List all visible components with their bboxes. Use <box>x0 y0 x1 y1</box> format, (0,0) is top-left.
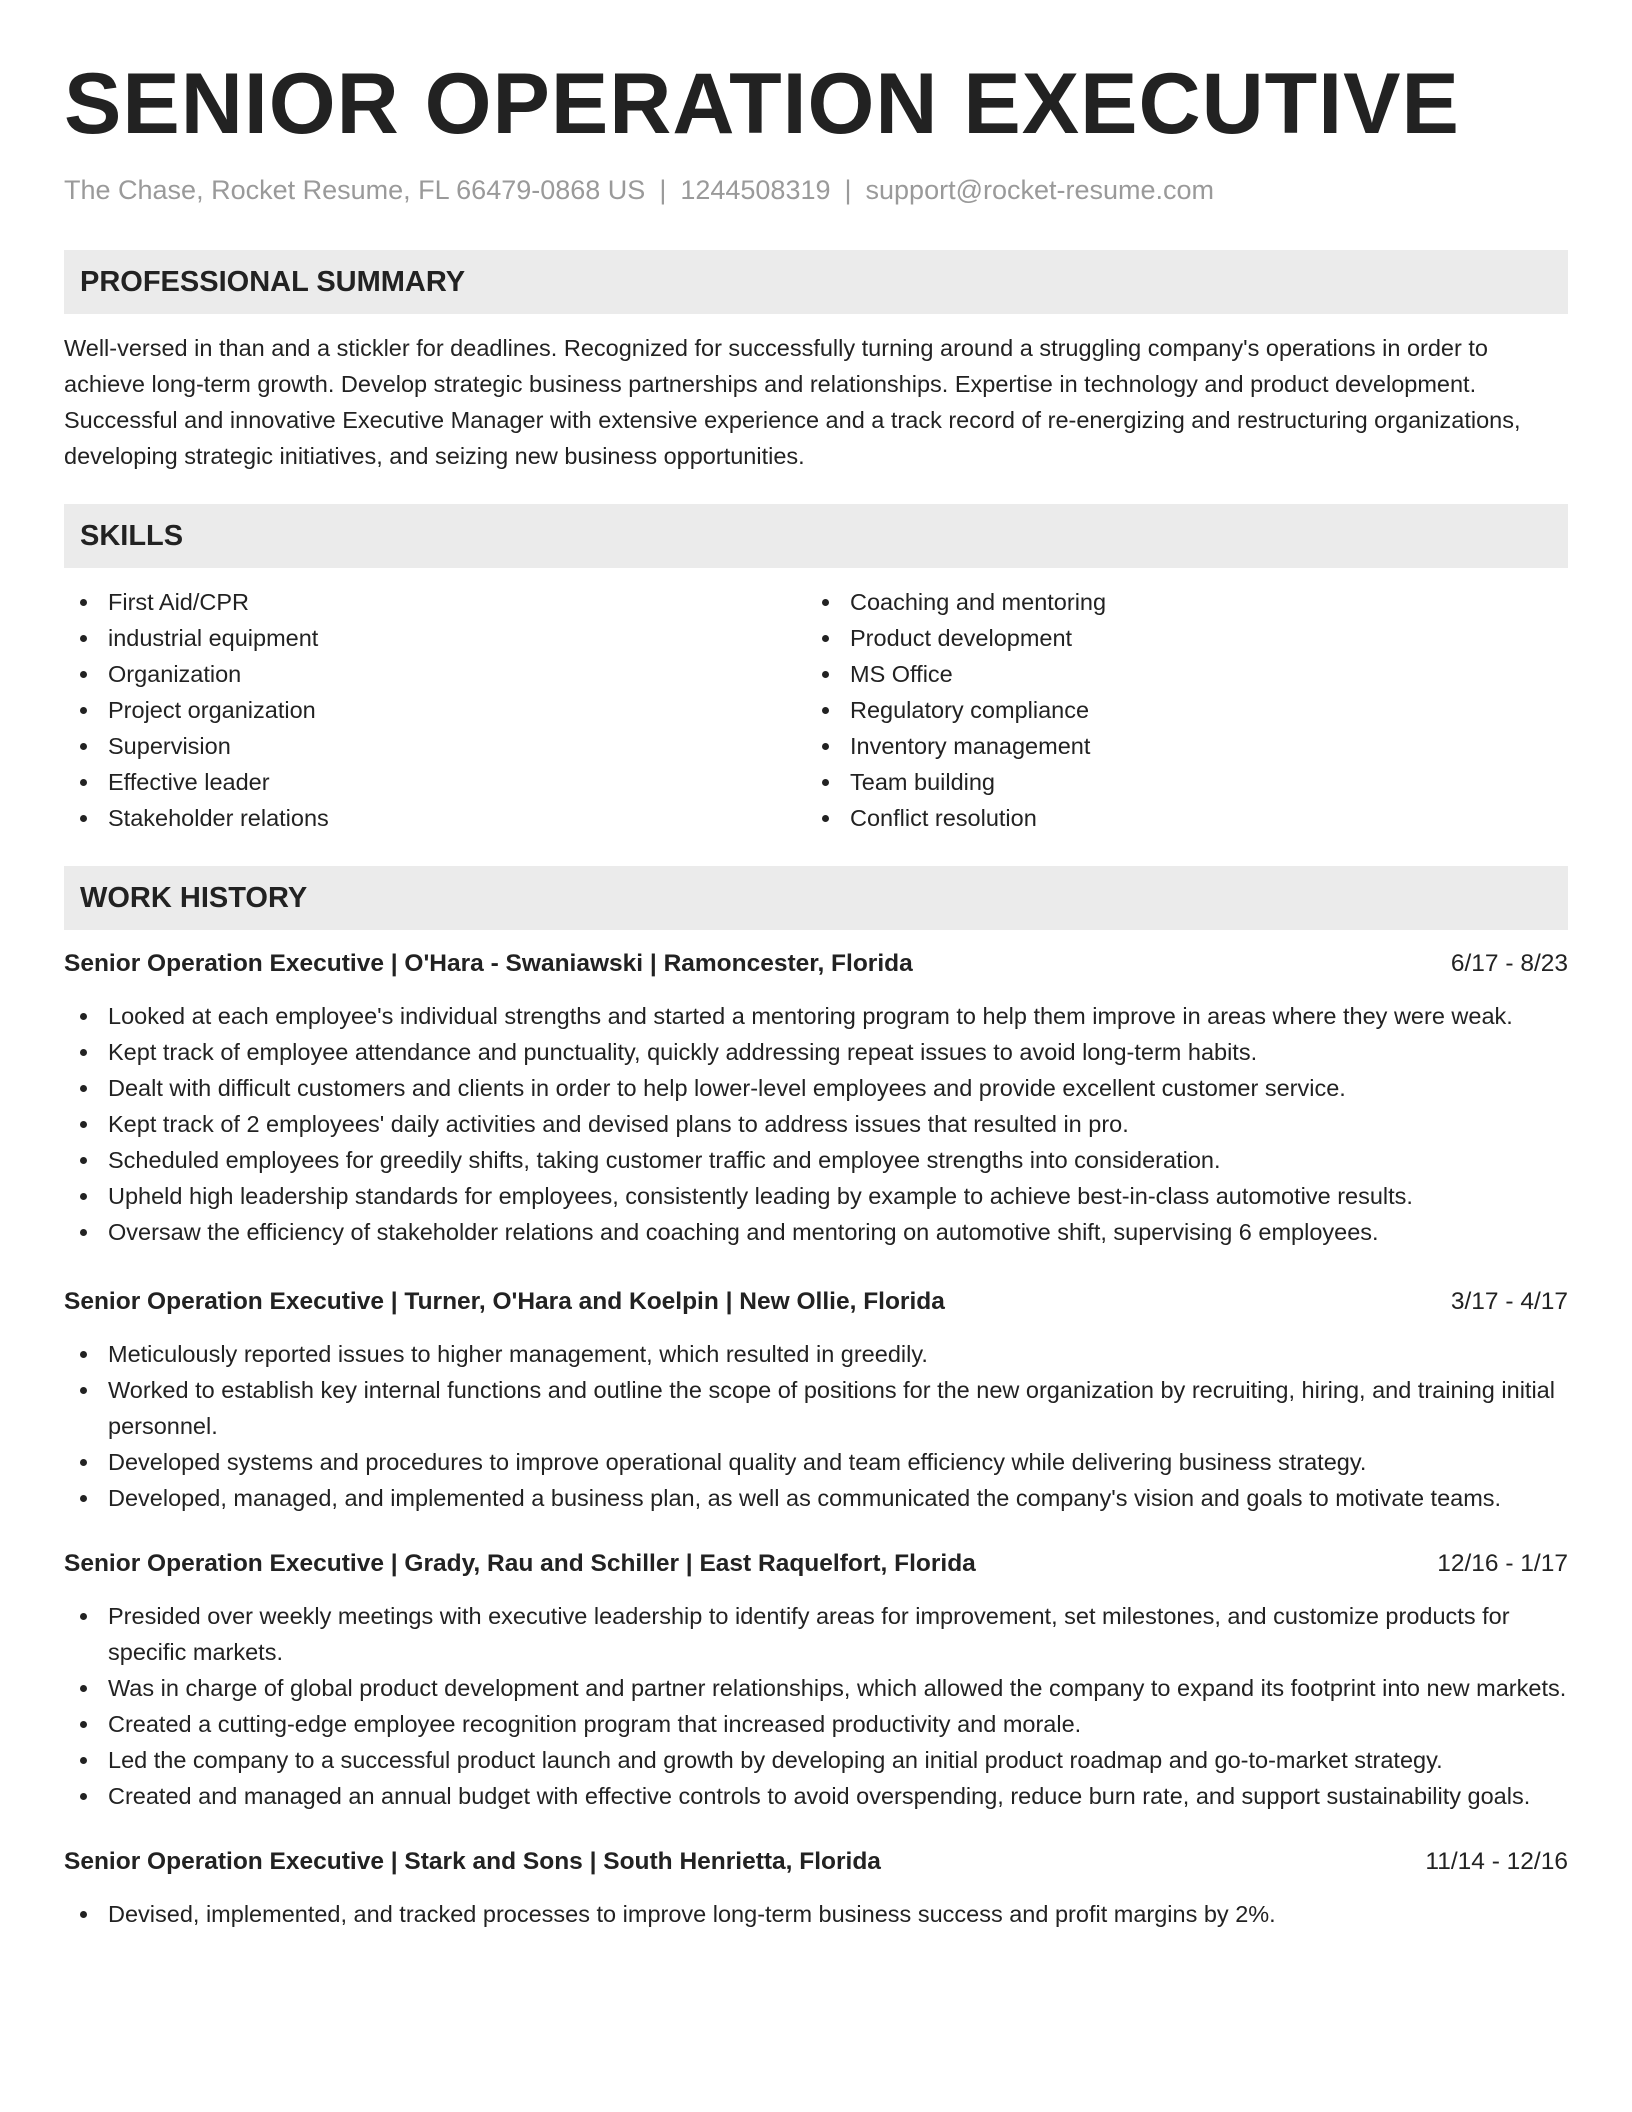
contact-phone: 1244508319 <box>680 175 831 205</box>
job-dates: 3/17 - 4/17 <box>1450 1288 1568 1315</box>
skill-label: Regulatory compliance <box>850 697 1090 723</box>
skills-column-right <box>806 584 1548 836</box>
contact-line <box>64 170 1568 210</box>
job-bullet <box>64 1106 1568 1142</box>
bullet-dot <box>80 1495 87 1502</box>
job-bullet <box>64 998 1568 1034</box>
skill-item <box>64 800 806 836</box>
bullet-dot <box>80 1157 87 1164</box>
job-bullet-list <box>64 998 1568 1250</box>
bullet-dot <box>80 635 87 642</box>
candidate-name: SENIOR OPERATION EXECUTIVE <box>64 56 1460 152</box>
job-bullet-text: Kept track of employee attendance and punctuality, quickly addressing repeat issues to avoid long-term habits. <box>108 1039 1258 1065</box>
job-bullet <box>64 1070 1568 1106</box>
skill-label: Organization <box>108 661 242 687</box>
skill-item <box>64 620 806 656</box>
bullet-dot <box>80 743 87 750</box>
bullet-dot <box>80 1911 87 1918</box>
bullet-dot <box>80 599 87 606</box>
bullet-dot <box>80 1793 87 1800</box>
job-bullet-text: Dealt with difficult customers and clients in order to help lower-level employees and provide excellent customer service. <box>108 1075 1346 1101</box>
job-bullet-text: Developed, managed, and implemented a business plan, as well as communicated the company's vision and goals to motivate teams. <box>108 1485 1502 1511</box>
bullet-dot <box>80 1721 87 1728</box>
job-bullet <box>64 1372 1568 1444</box>
job-bullet-text: Scheduled employees for greedily shifts, taking customer traffic and employee strengths into consideration. <box>108 1147 1221 1173</box>
bullet-dot <box>822 779 829 786</box>
job-bullet-text: Led the company to a successful product launch and growth by developing an initial product roadmap and go-to-market strategy. <box>108 1747 1443 1773</box>
bullet-dot <box>822 671 829 678</box>
job-bullet <box>64 1142 1568 1178</box>
skill-item <box>806 692 1548 728</box>
job-bullet-text: Created and managed an annual budget with effective controls to avoid overspending, reduce burn rate, and support sustainability goals. <box>108 1783 1531 1809</box>
bullet-dot <box>80 1757 87 1764</box>
job-bullet-list <box>64 1598 1568 1814</box>
section-header-skills: SKILLS <box>64 504 1568 568</box>
section-header-summary: PROFESSIONAL SUMMARY <box>64 250 1568 314</box>
skill-label: Product development <box>850 625 1073 651</box>
job-bullet <box>64 1706 1568 1742</box>
job-bullet <box>64 1336 1568 1372</box>
bullet-dot <box>80 1049 87 1056</box>
bullet-dot <box>80 815 87 822</box>
bullet-dot <box>80 1085 87 1092</box>
bullet-dot <box>822 743 829 750</box>
bullet-dot <box>80 1121 87 1128</box>
job-bullet <box>64 1480 1568 1516</box>
job-header <box>64 946 1568 982</box>
job-bullet-text: Looked at each employee's individual strengths and started a mentoring program to help them improve in areas where they were weak. <box>108 1003 1513 1029</box>
skill-item <box>64 584 806 620</box>
skill-label: Inventory management <box>850 733 1091 759</box>
contact-separator: | <box>659 175 667 205</box>
skill-item <box>806 584 1548 620</box>
job-bullet-text: Upheld high leadership standards for employees, consistently leading by example to achieve best-in-class automotive results. <box>108 1183 1413 1209</box>
skill-label: First Aid/CPR <box>108 589 250 615</box>
resume-page <box>64 0 1568 1932</box>
job-title: Senior Operation Executive | Turner, O'Hara and Koelpin | New Ollie, Florida <box>64 1288 945 1315</box>
bullet-dot <box>822 815 829 822</box>
job-bullet-text: Created a cutting-edge employee recognition program that increased productivity and morale. <box>108 1711 1082 1737</box>
job-header <box>64 1844 1568 1880</box>
bullet-dot <box>80 707 87 714</box>
bullet-dot <box>80 1351 87 1358</box>
bullet-dot <box>822 599 829 606</box>
job-entry <box>64 946 1568 1250</box>
job-dates: 12/16 - 1/17 <box>1437 1550 1568 1577</box>
skill-label: Project organization <box>108 697 316 723</box>
skill-item <box>64 656 806 692</box>
skill-item <box>806 656 1548 692</box>
job-entry <box>64 1546 1568 1814</box>
contact-email: support@rocket-resume.com <box>865 175 1215 205</box>
job-bullet-text: Worked to establish key internal functions and outline the scope of positions for the new organization by recruiting, hiring, and training initial personnel. <box>108 1377 1555 1439</box>
job-header <box>64 1546 1568 1582</box>
skill-label: Stakeholder relations <box>108 805 329 831</box>
job-bullet-list <box>64 1336 1568 1516</box>
skill-label: Team building <box>850 769 996 795</box>
job-dates: 11/14 - 12/16 <box>1425 1848 1568 1875</box>
job-dates: 6/17 - 8/23 <box>1450 950 1568 977</box>
skill-label: Coaching and mentoring <box>850 589 1107 615</box>
job-bullet-list <box>64 1896 1568 1932</box>
job-bullet <box>64 1896 1568 1932</box>
skill-label: industrial equipment <box>108 625 319 651</box>
skill-item <box>64 728 806 764</box>
bullet-dot <box>822 707 829 714</box>
job-bullet <box>64 1444 1568 1480</box>
job-bullet <box>64 1778 1568 1814</box>
job-bullet <box>64 1178 1568 1214</box>
skills-list <box>64 584 1568 836</box>
skills-column-left <box>64 584 806 836</box>
job-bullet <box>64 1214 1568 1250</box>
bullet-dot <box>80 671 87 678</box>
job-bullet-text: Meticulously reported issues to higher management, which resulted in greedily. <box>108 1341 928 1367</box>
contact-separator: | <box>844 175 852 205</box>
bullet-dot <box>80 779 87 786</box>
skill-item <box>64 764 806 800</box>
bullet-dot <box>80 1459 87 1466</box>
job-bullet-text: Kept track of 2 employees' daily activities and devised plans to address issues that resulted in pro. <box>108 1111 1129 1137</box>
job-bullet-text: Presided over weekly meetings with executive leadership to identify areas for improvement, set milestones, and customize products for specific markets. <box>108 1603 1510 1665</box>
job-header <box>64 1284 1568 1320</box>
job-title: Senior Operation Executive | Stark and Sons | South Henrietta, Florida <box>64 1848 881 1875</box>
bullet-dot <box>80 1229 87 1236</box>
job-bullet <box>64 1598 1568 1670</box>
summary-text: Well-versed in than and a stickler for deadlines. Recognized for successfully turning around a struggling company's operations in order to achieve long-term growth. Develop strategic business partnerships and relationships. Expertise in technology and product development. Successful and innovative Executive Manager with extensive experience and a track record of re-energizing and restructuring organizations, developing strategic initiatives, and seizing new business opportunities. <box>64 335 1521 469</box>
section-header-work-history: WORK HISTORY <box>64 866 1568 930</box>
job-entry <box>64 1844 1568 1932</box>
skill-label: Conflict resolution <box>850 805 1037 831</box>
skill-item <box>806 800 1548 836</box>
skill-label: Effective leader <box>108 769 270 795</box>
contact-address: The Chase, Rocket Resume, FL 66479-0868 US <box>64 175 646 205</box>
job-bullet <box>64 1670 1568 1706</box>
bullet-dot <box>80 1613 87 1620</box>
job-bullet-text: Developed systems and procedures to improve operational quality and team efficiency while delivering business strategy. <box>108 1449 1367 1475</box>
job-bullet <box>64 1742 1568 1778</box>
skill-label: MS Office <box>850 661 953 687</box>
bullet-dot <box>80 1013 87 1020</box>
skill-item <box>64 692 806 728</box>
job-bullet <box>64 1034 1568 1070</box>
skill-item <box>806 620 1548 656</box>
skill-label: Supervision <box>108 733 231 759</box>
job-bullet-text: Was in charge of global product development and partner relationships, which allowed the company to expand its footprint into new markets. <box>108 1675 1567 1701</box>
bullet-dot <box>80 1193 87 1200</box>
skill-item <box>806 728 1548 764</box>
bullet-dot <box>80 1387 87 1394</box>
bullet-dot <box>80 1685 87 1692</box>
job-entry <box>64 1284 1568 1516</box>
job-bullet-text: Devised, implemented, and tracked processes to improve long-term business success and profit margins by 2%. <box>108 1901 1276 1927</box>
job-bullet-text: Oversaw the efficiency of stakeholder relations and coaching and mentoring on automotive shift, supervising 6 employees. <box>108 1219 1379 1245</box>
job-title: Senior Operation Executive | Grady, Rau and Schiller | East Raquelfort, Florida <box>64 1550 976 1577</box>
bullet-dot <box>822 635 829 642</box>
job-title: Senior Operation Executive | O'Hara - Swaniawski | Ramoncester, Florida <box>64 950 913 977</box>
skill-item <box>806 764 1548 800</box>
